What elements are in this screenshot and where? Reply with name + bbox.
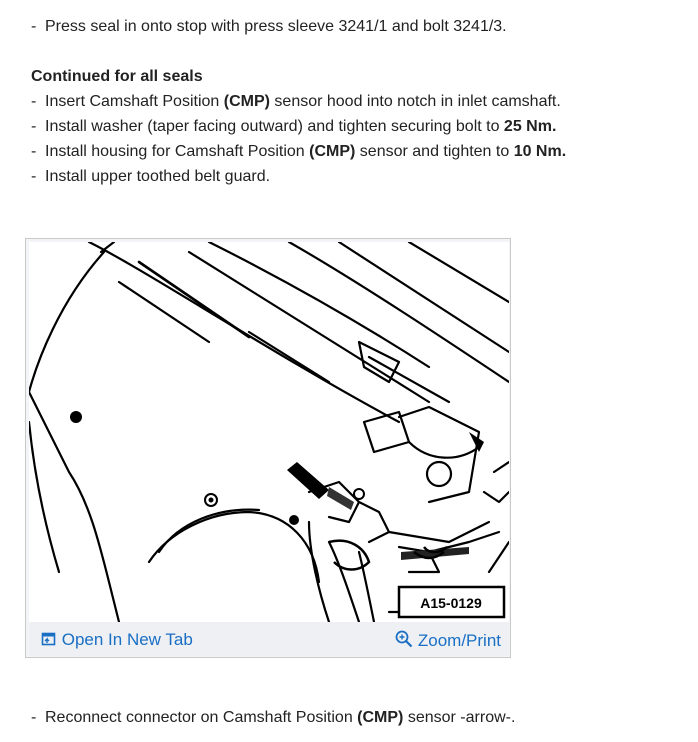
open-in-new-tab-label: Open In New Tab: [61, 630, 193, 649]
open-in-new-tab-link[interactable]: [41, 630, 193, 650]
step-bold: (CMP): [223, 93, 270, 110]
figure-toolbar: [29, 622, 509, 656]
step-bold: 25 Nm.: [503, 118, 557, 135]
step-reconnect-connector: [31, 708, 515, 728]
step-install-belt-guard: [31, 167, 270, 187]
step-press-seal: [31, 17, 507, 37]
step-bold-torque: 10 Nm.: [513, 143, 567, 160]
step-text-mid: sensor and tighten to: [355, 143, 514, 160]
step-bold: (CMP): [357, 709, 404, 726]
step-bold: (CMP): [309, 143, 356, 160]
figure-label: A15-0129: [420, 595, 482, 611]
step-text-end: sensor -arrow-.: [403, 709, 516, 726]
step-text: Install housing for Camshaft Position: [45, 143, 310, 160]
cmp-sensor-illustration[interactable]: [29, 242, 509, 622]
step-text-end: sensor hood into notch in inlet camshaft.: [269, 93, 561, 110]
zoom-print-link[interactable]: [395, 630, 501, 651]
list-dash: -: [31, 93, 37, 110]
magnifier-icon: [395, 630, 413, 648]
figure-panel: [25, 238, 511, 658]
step-text: Press seal in onto stop with press sleeve 3241/1 and bolt 3241/3.: [45, 18, 507, 35]
step-install-washer: [31, 117, 556, 137]
list-dash: -: [31, 143, 37, 160]
open-in-new-tab-icon: [41, 631, 57, 647]
step-text: Insert Camshaft Position: [45, 93, 224, 110]
engine-line-drawing: [29, 242, 509, 622]
step-install-housing: [31, 142, 566, 162]
step-text: Install washer (taper facing outward) and tighten securing bolt to: [45, 118, 504, 135]
step-text: Reconnect connector on Camshaft Position: [45, 709, 358, 726]
list-dash: -: [31, 118, 37, 135]
list-dash: -: [31, 168, 37, 185]
list-dash: -: [31, 18, 37, 35]
step-text: Install upper toothed belt guard.: [45, 168, 271, 185]
list-dash: -: [31, 709, 37, 726]
step-insert-sensor-hood: [31, 92, 561, 112]
zoom-print-label: Zoom/Print: [417, 631, 501, 650]
section-heading: Continued for all seals: [31, 68, 203, 85]
